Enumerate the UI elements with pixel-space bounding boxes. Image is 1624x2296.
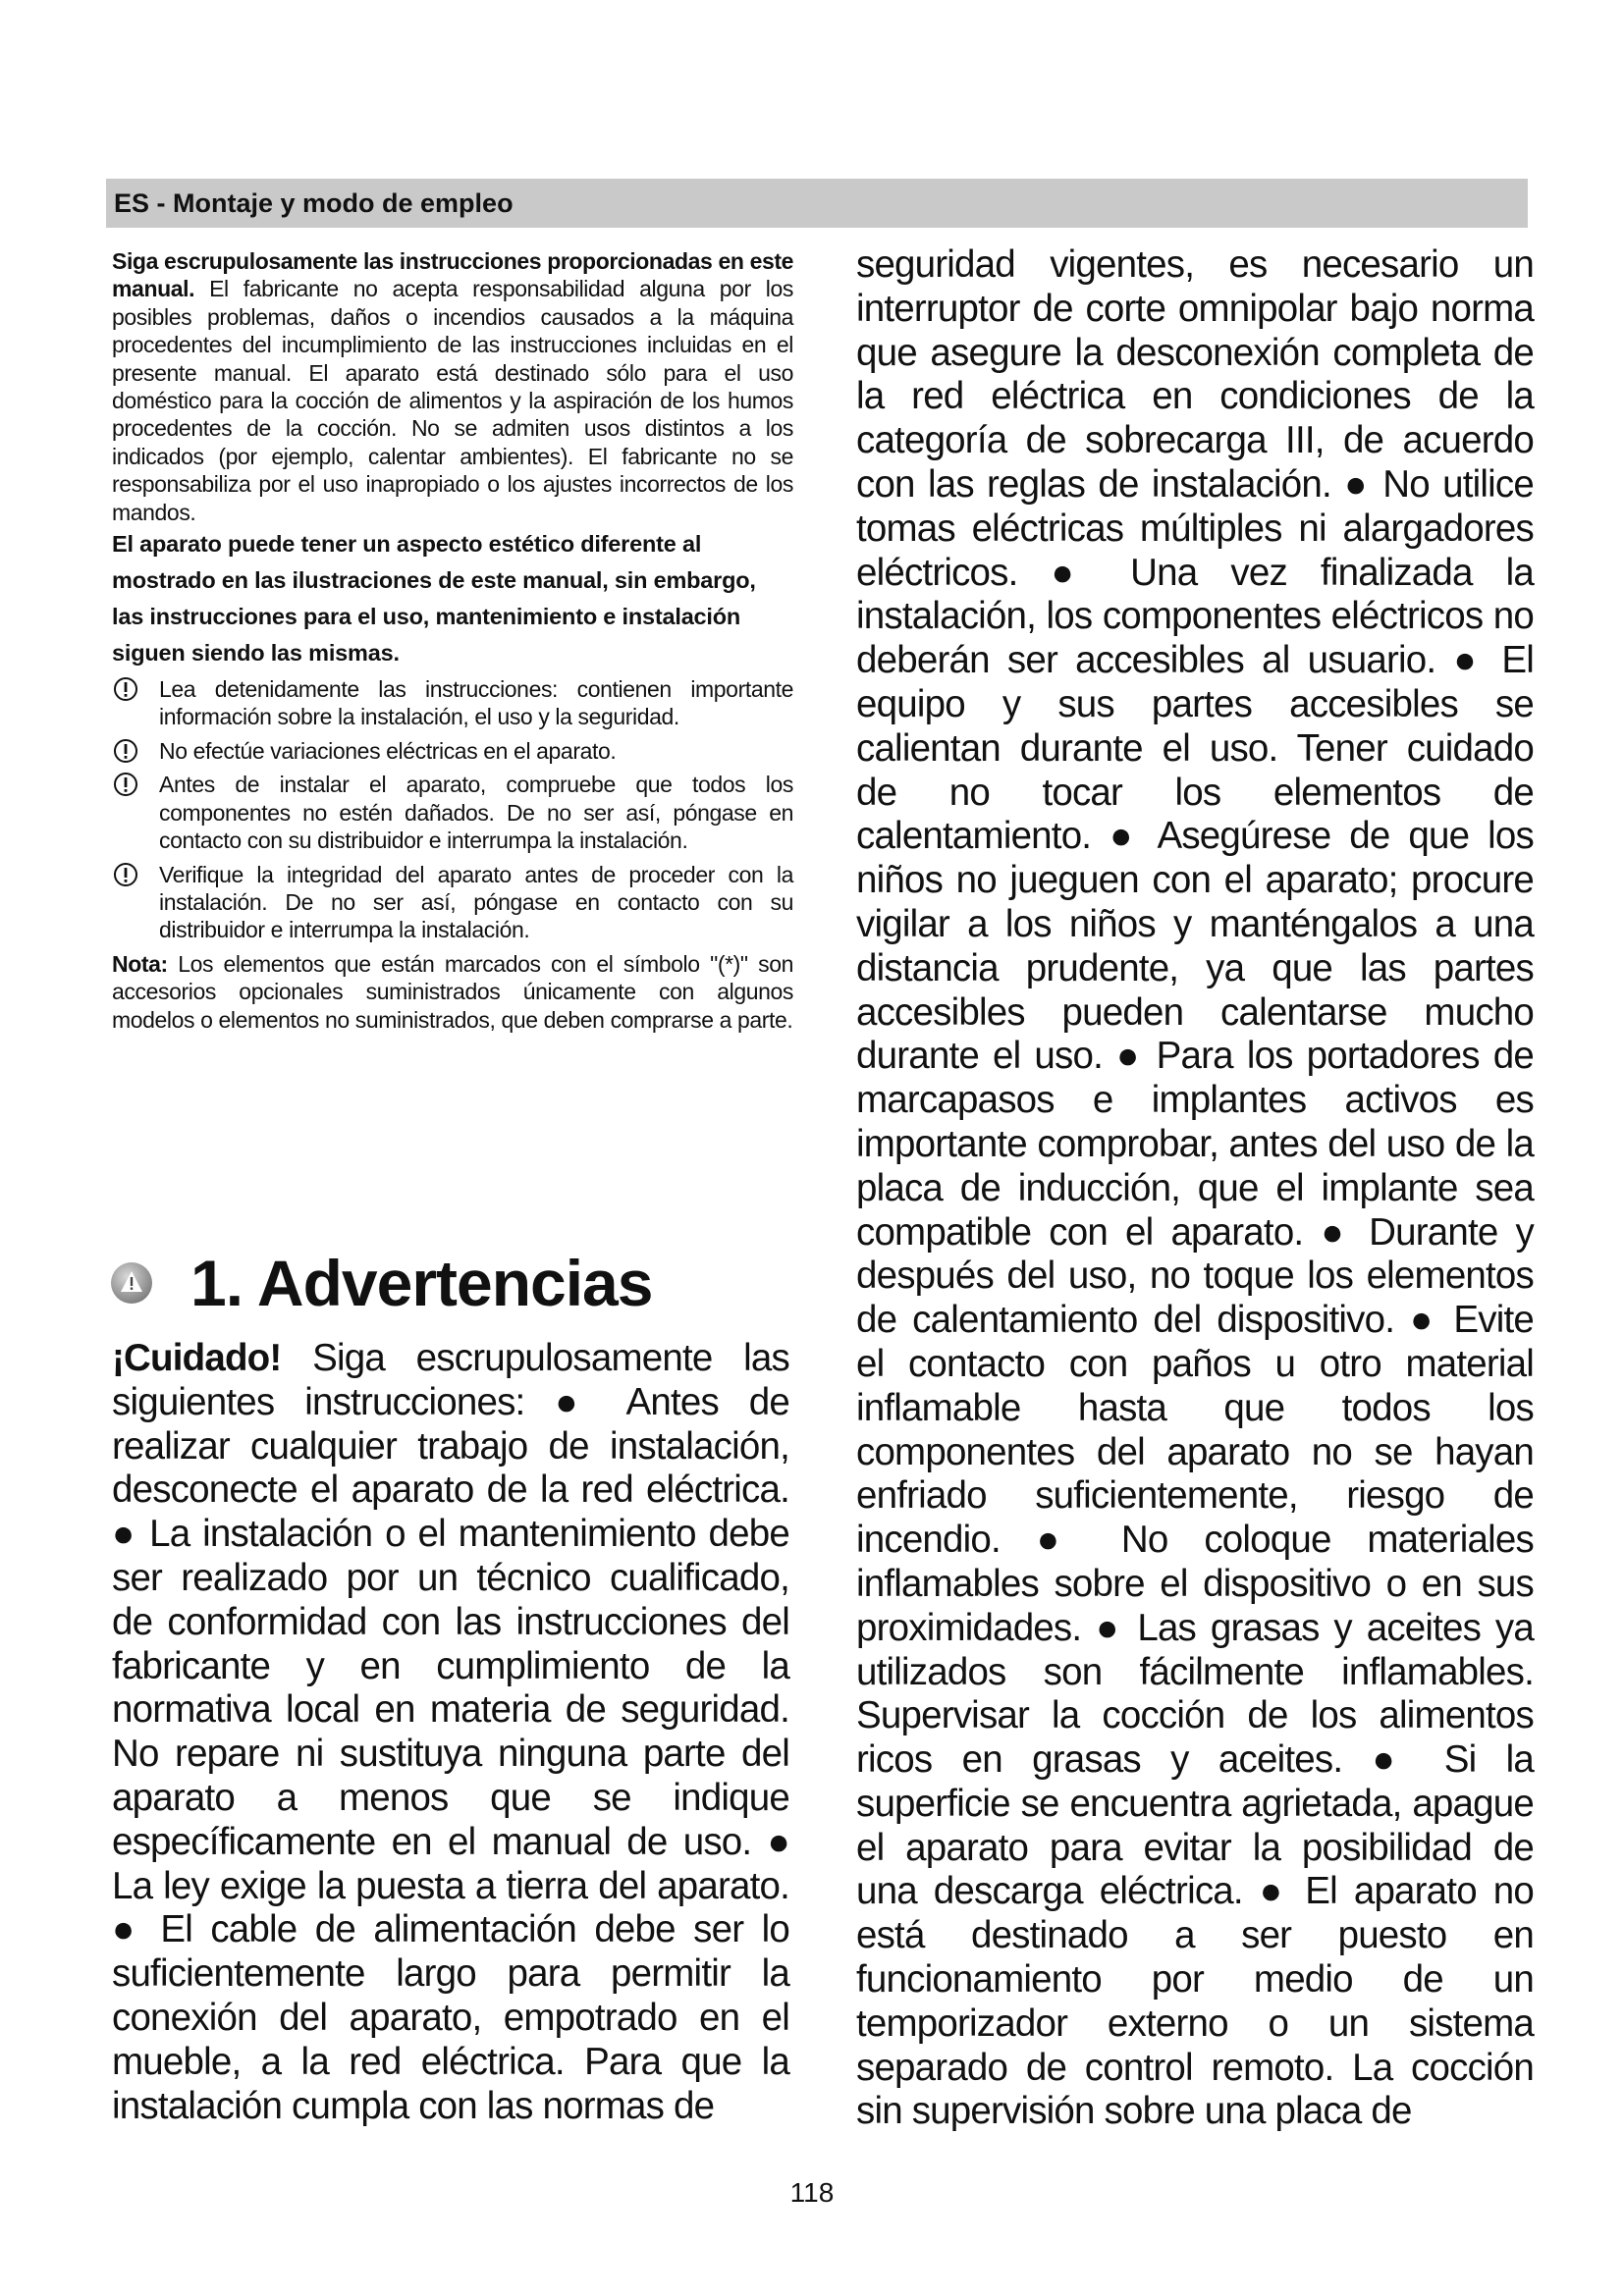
page-number: 118 (789, 2177, 835, 2208)
intro-column (112, 247, 793, 1034)
intro-paragraph (112, 247, 793, 526)
page-header: ES - Montaje y modo de empleo (106, 179, 1528, 228)
intro-body: El fabricante no acepta responsabilidad alguna por los posibles problemas, daños o incendios causados a la máquina procedentes del incumplimiento de las instrucciones incluidas en el presente manual. El aparato está destinado sólo para el uso doméstico para la cocción de alimentos y la aspiración de los humos procedentes de la cocción. No se admiten usos distintos a los indicados (por ejemplo, calentar ambientes). El fabricante no se responsabiliza por el uso inapropiado o los ajustes incorrectos de los mandos. (112, 276, 793, 525)
warnings-right-column (856, 243, 1534, 2134)
note-text: Los elementos que están marcados con el símbolo "(*)" son accesorios opcionales suministrados únicamente con algunos modelos o elementos no suministrados, que deben comprarse a parte. (112, 950, 793, 1033)
exclamation-circle-icon (112, 675, 139, 703)
intro-bold-lead: Siga escrupulosamente las instrucciones proporcionadas en este manual. (112, 248, 793, 302)
note-label: Nota: (112, 950, 168, 977)
warning-text: Verifique la integridad del aparato antes de proceder con la instalación. De no ser así, póngase en contacto con su distribuidor e interrumpa la instalación. (159, 861, 793, 943)
warning-item (112, 771, 793, 854)
warning-text: No efectúe variaciones eléctricas en el aparato. (159, 737, 617, 764)
warning-triangle-icon (110, 1261, 153, 1305)
warnings-left-column (112, 1337, 789, 2128)
section-heading (110, 1239, 652, 1327)
exclamation-circle-icon (112, 771, 139, 798)
warning-item (112, 861, 793, 944)
exclamation-circle-icon (112, 737, 139, 765)
warnings-body: Siga escrupulosamente las siguientes instrucciones: ● Antes de realizar cualquier trabajo de instalación, desconecte el aparato de la red eléctrica. ● La instalación o el mantenimiento debe ser realizado por un técnico cualificado, de conformidad con las instrucciones del fabricante y en cumplimiento de la normativa local en materia de seguridad. No repare ni sustituya ninguna parte del aparato a menos que se indique específicamente en el manual de uso. ● La ley exige la puesta a tierra del aparato. ● El cable de alimentación debe ser lo suficientemente largo para permitir la conexión del aparato, empotrado en el mueble, a la red eléctrica. Para que la instalación cumpla con las normas de (112, 1337, 789, 2127)
warnings-left-text (112, 1337, 789, 2128)
appearance-notice: El aparato puede tener un aspecto estético diferente al mostrado en las ilustraciones de este manual, sin embargo, las instrucciones para el uso, mantenimiento e instalación siguen siendo las mismas. (112, 531, 756, 667)
warning-text: Antes de instalar el aparato, compruebe que todos los componentes no estén dañados. De no ser así, póngase en contacto con su distribuidor e interrumpa la instalación. (159, 772, 793, 854)
section-title: 1. Advertencias (190, 1247, 653, 1319)
warnings-right-text: seguridad vigentes, es necesario un interruptor de corte omnipolar bajo norma que asegure la desconexión completa de la red eléctrica en condiciones de la categoría de sobrecarga III, de acuerdo con las reglas de instalación. ● No utilice tomas eléctricas múltiples ni alargadores eléctricos. ● Una vez finalizada la instalación, los componentes eléctricos no deberán ser accesibles al usuario. ● El equipo y sus partes accesibles se calientan durante el uso. Tener cuidado de no tocar los elementos de calentamiento. ● Asegúrese de que los niños no jueguen con el aparato; procure vigilar a los niños y manténgalos a una distancia prudente, ya que las partes accesibles pueden calentarse mucho durante el uso. ● Para los portadores de marcapasos e implantes activos es importante comprobar, antes del uso de la placa de inducción, que el implante sea compatible con el aparato. ● Durante y después del uso, no toque los elementos de calentamiento del dispositivo. ● Evite el contacto con paños u otro material inflamable hasta que todos los componentes del aparato no se hayan enfriado suficientemente, riesgo de incendio. ● No coloque materiales inflamables sobre el dispositivo o en sus proximidades. ● Las grasas y aceites ya utilizados son fácilmente inflamables. Supervisar la cocción de los alimentos ricos en grasas y aceites. ● Si la superficie se encuentra agrietada, apague el aparato para evitar la posibilidad de una descarga eléctrica. ● El aparato no está destinado a ser puesto en funcionamiento por medio de un temporizador externo o un sistema separado de control remoto. La cocción sin supervisión sobre una placa de (856, 243, 1534, 2133)
warning-text: Lea detenidamente las instrucciones: contienen importante información sobre la instalación, el uso y la seguridad. (159, 676, 793, 730)
exclamation-circle-icon (112, 861, 139, 888)
warning-item (112, 737, 793, 765)
note-paragraph (112, 950, 793, 1034)
warning-item (112, 675, 793, 731)
caution-label: ¡Cuidado! (112, 1337, 282, 1379)
